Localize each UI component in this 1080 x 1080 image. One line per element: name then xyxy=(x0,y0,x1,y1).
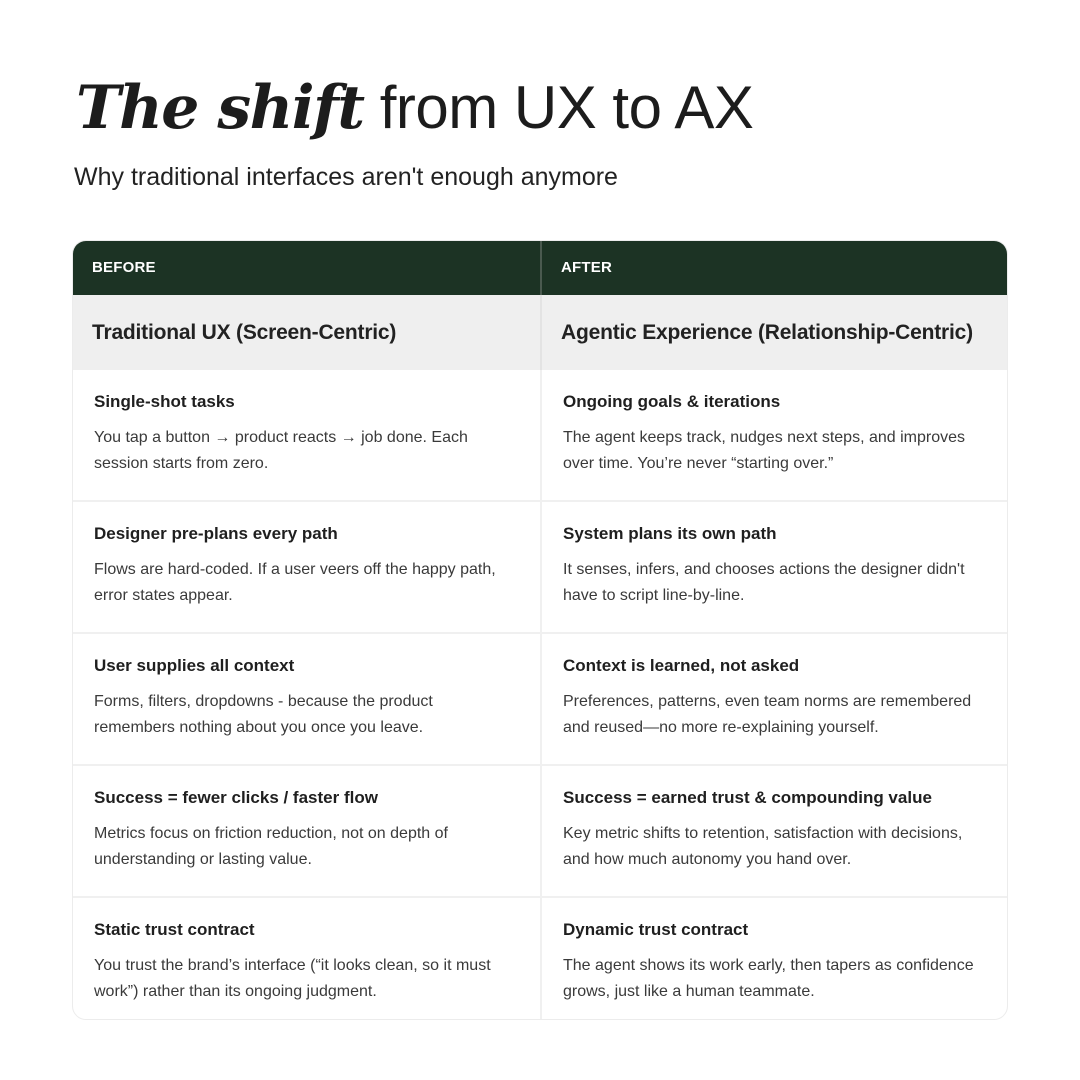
after-cell xyxy=(540,370,1007,500)
before-cell xyxy=(73,766,540,896)
table-row xyxy=(73,500,1007,632)
cell-description: You trust the brand’s interface (“it looks clean, so it must work”) rather than its ongoing judgment. xyxy=(94,957,491,1000)
table-row xyxy=(73,632,1007,764)
page-title-rest: from UX to AX xyxy=(379,74,754,141)
cell-title: Dynamic trust contract xyxy=(563,920,749,939)
cell-description: It senses, infers, and chooses actions the designer didn't have to script line-by-line. xyxy=(563,561,965,604)
column-label-after: AFTER xyxy=(540,241,1007,295)
after-cell xyxy=(540,898,1007,1020)
page-subtitle: Why traditional interfaces aren't enough anymore xyxy=(74,163,618,191)
after-cell xyxy=(540,502,1007,632)
cell-description: Metrics focus on friction reduction, not on depth of understanding or lasting value. xyxy=(94,825,448,868)
before-cell xyxy=(73,634,540,764)
before-cell xyxy=(73,370,540,500)
column-heading-before: Traditional UX (Screen-Centric) xyxy=(92,321,397,344)
before-cell xyxy=(73,502,540,632)
cell-title: Success = fewer clicks / faster flow xyxy=(94,788,378,807)
table-row xyxy=(73,370,1007,500)
after-cell xyxy=(540,766,1007,896)
cell-title: Static trust contract xyxy=(94,920,255,939)
cell-description: The agent keeps track, nudges next steps, and improves over time. You’re never “starting over.” xyxy=(563,429,966,472)
before-cell xyxy=(73,898,540,1020)
cell-description: Key metric shifts to retention, satisfaction with decisions, and how much autonomy you hand over. xyxy=(563,825,963,868)
cell-title: Success = earned trust & compounding value xyxy=(563,788,932,807)
cell-title: Ongoing goals & iterations xyxy=(563,392,781,411)
cell-title: Context is learned, not asked xyxy=(563,656,800,675)
table-row xyxy=(73,764,1007,896)
page-title xyxy=(76,72,753,144)
table-subheader-row xyxy=(73,295,1007,370)
cell-title: Designer pre-plans every path xyxy=(94,524,338,543)
column-heading-after: Agentic Experience (Relationship-Centric) xyxy=(540,295,1007,370)
table-header-row xyxy=(73,241,1007,295)
cell-title: Single-shot tasks xyxy=(94,392,235,411)
table-row xyxy=(73,896,1007,1020)
cell-description: Flows are hard-coded. If a user veers off the happy path, error states appear. xyxy=(94,561,496,604)
column-label-before: BEFORE xyxy=(92,259,156,276)
after-cell xyxy=(540,634,1007,764)
cell-description: You tap a button → product reacts → job done. Each session starts from zero. xyxy=(94,429,468,472)
cell-title: System plans its own path xyxy=(563,524,777,543)
comparison-table xyxy=(72,240,1008,1020)
cell-description: The agent shows its work early, then tapers as confidence grows, just like a human teammate. xyxy=(563,957,974,1000)
page-title-emphasis: The shift xyxy=(76,73,364,143)
cell-description: Forms, filters, dropdowns - because the product remembers nothing about you once you leave. xyxy=(94,693,433,736)
cell-description: Preferences, patterns, even team norms are remembered and reused—no more re-explaining yourself. xyxy=(563,693,972,736)
cell-title: User supplies all context xyxy=(94,656,295,675)
